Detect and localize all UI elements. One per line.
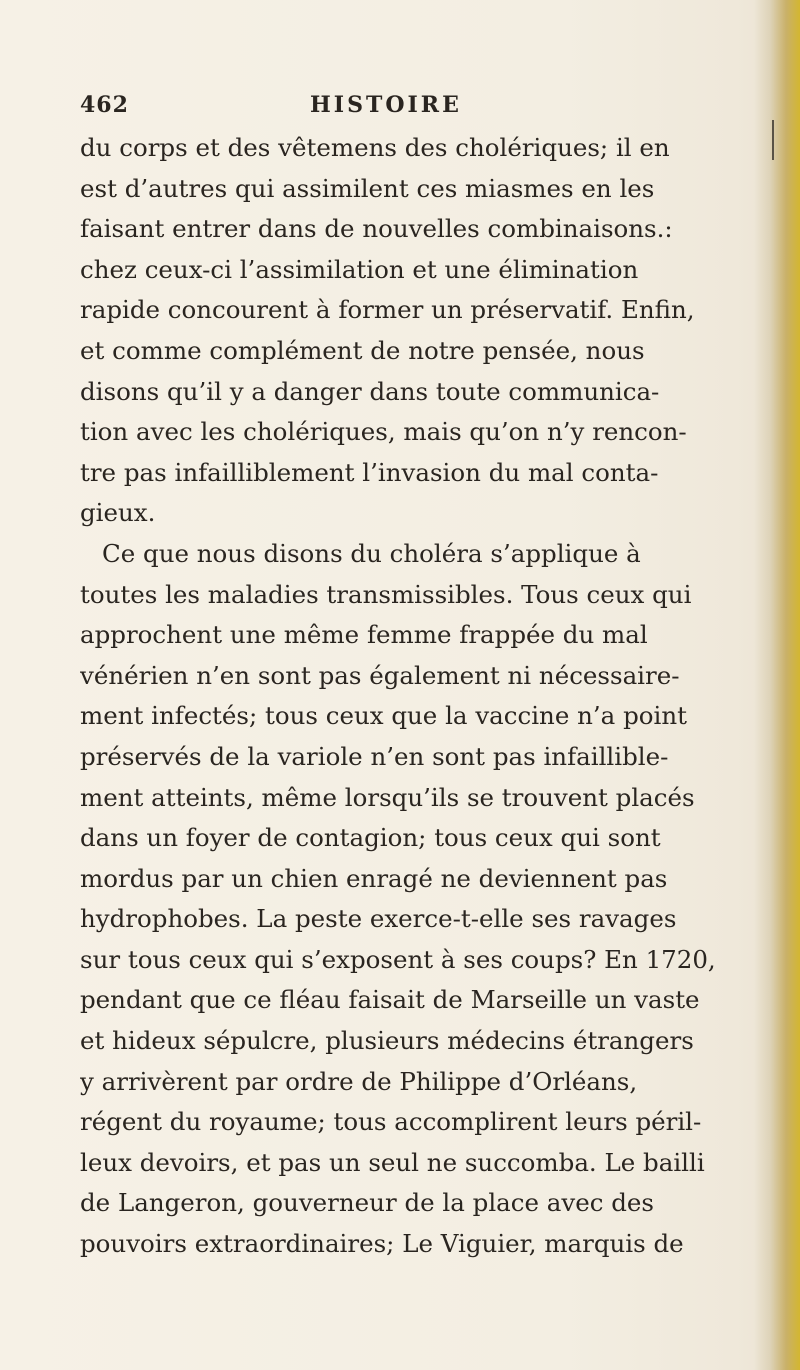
text-line: ment atteints, même lorsqu’ils se trouvent placés xyxy=(80,782,695,812)
text-line: toutes les maladies transmissibles. Tous ceux qui xyxy=(80,579,692,609)
page-edge-shadow xyxy=(754,0,800,1370)
text-line: approchent une même femme frappée du mal xyxy=(80,620,648,650)
text-line: tre pas infailliblement l’invasion du mal conta- xyxy=(80,457,659,487)
text-line: dans un foyer de contagion; tous ceux qui sont xyxy=(80,823,661,853)
text-line: hydrophobes. La peste exerce-t-elle ses ravages xyxy=(80,904,677,934)
margin-mark xyxy=(772,120,774,160)
text-line: faisant entrer dans de nouvelles combinaisons.: xyxy=(80,214,673,244)
text-line: pouvoirs extraordinaires; Le Viguier, marquis de xyxy=(80,1229,684,1259)
text-line: sur tous ceux qui s’exposent à ses coups? En 1720, xyxy=(80,944,716,974)
text-line: vénérien n’en sont pas également ni nécessaire- xyxy=(80,660,680,690)
text-line: y arrivèrent par ordre de Philippe d’Orléans, xyxy=(80,1066,638,1096)
text-line: régent du royaume; tous accomplirent leurs péril- xyxy=(80,1107,702,1137)
text-line: tion avec les cholériques, mais qu’on n’y rencon- xyxy=(80,417,687,447)
text-line: mordus par un chien enragé ne deviennent pas xyxy=(80,863,668,893)
text-line: Ce que nous disons du choléra s’applique à xyxy=(102,538,641,568)
text-line: et comme complément de notre pensée, nous xyxy=(80,335,645,365)
text-line: rapide concourent à former un préservatif. Enfin, xyxy=(80,295,695,325)
text-line: de Langeron, gouverneur de la place avec des xyxy=(80,1188,654,1218)
text-line: et hideux sépulcre, plusieurs médecins étrangers xyxy=(80,1026,694,1056)
text-line: du corps et des vêtemens des cholériques; il en xyxy=(80,133,670,162)
text-line: pendant que ce fléau faisait de Marseille un vaste xyxy=(80,985,700,1015)
text-line: chez ceux-ci l’assimilation et une élimination xyxy=(80,254,639,284)
page-number: 462 xyxy=(80,92,129,118)
text-line: disons qu’il y a danger dans toute communica- xyxy=(80,376,660,406)
running-title: HISTOIRE xyxy=(310,92,462,118)
text-line: leux devoirs, et pas un seul ne succomba. Le bailli xyxy=(80,1147,705,1177)
text-line: ment infectés; tous ceux que la vaccine n’a point xyxy=(80,701,687,731)
text-line: est d’autres qui assimilent ces miasmes en les xyxy=(80,173,655,203)
text-line: préservés de la variole n’en sont pas infaillible- xyxy=(80,741,669,771)
body-text xyxy=(80,128,720,1265)
text-line: gieux. xyxy=(80,498,156,528)
running-head xyxy=(80,92,720,128)
